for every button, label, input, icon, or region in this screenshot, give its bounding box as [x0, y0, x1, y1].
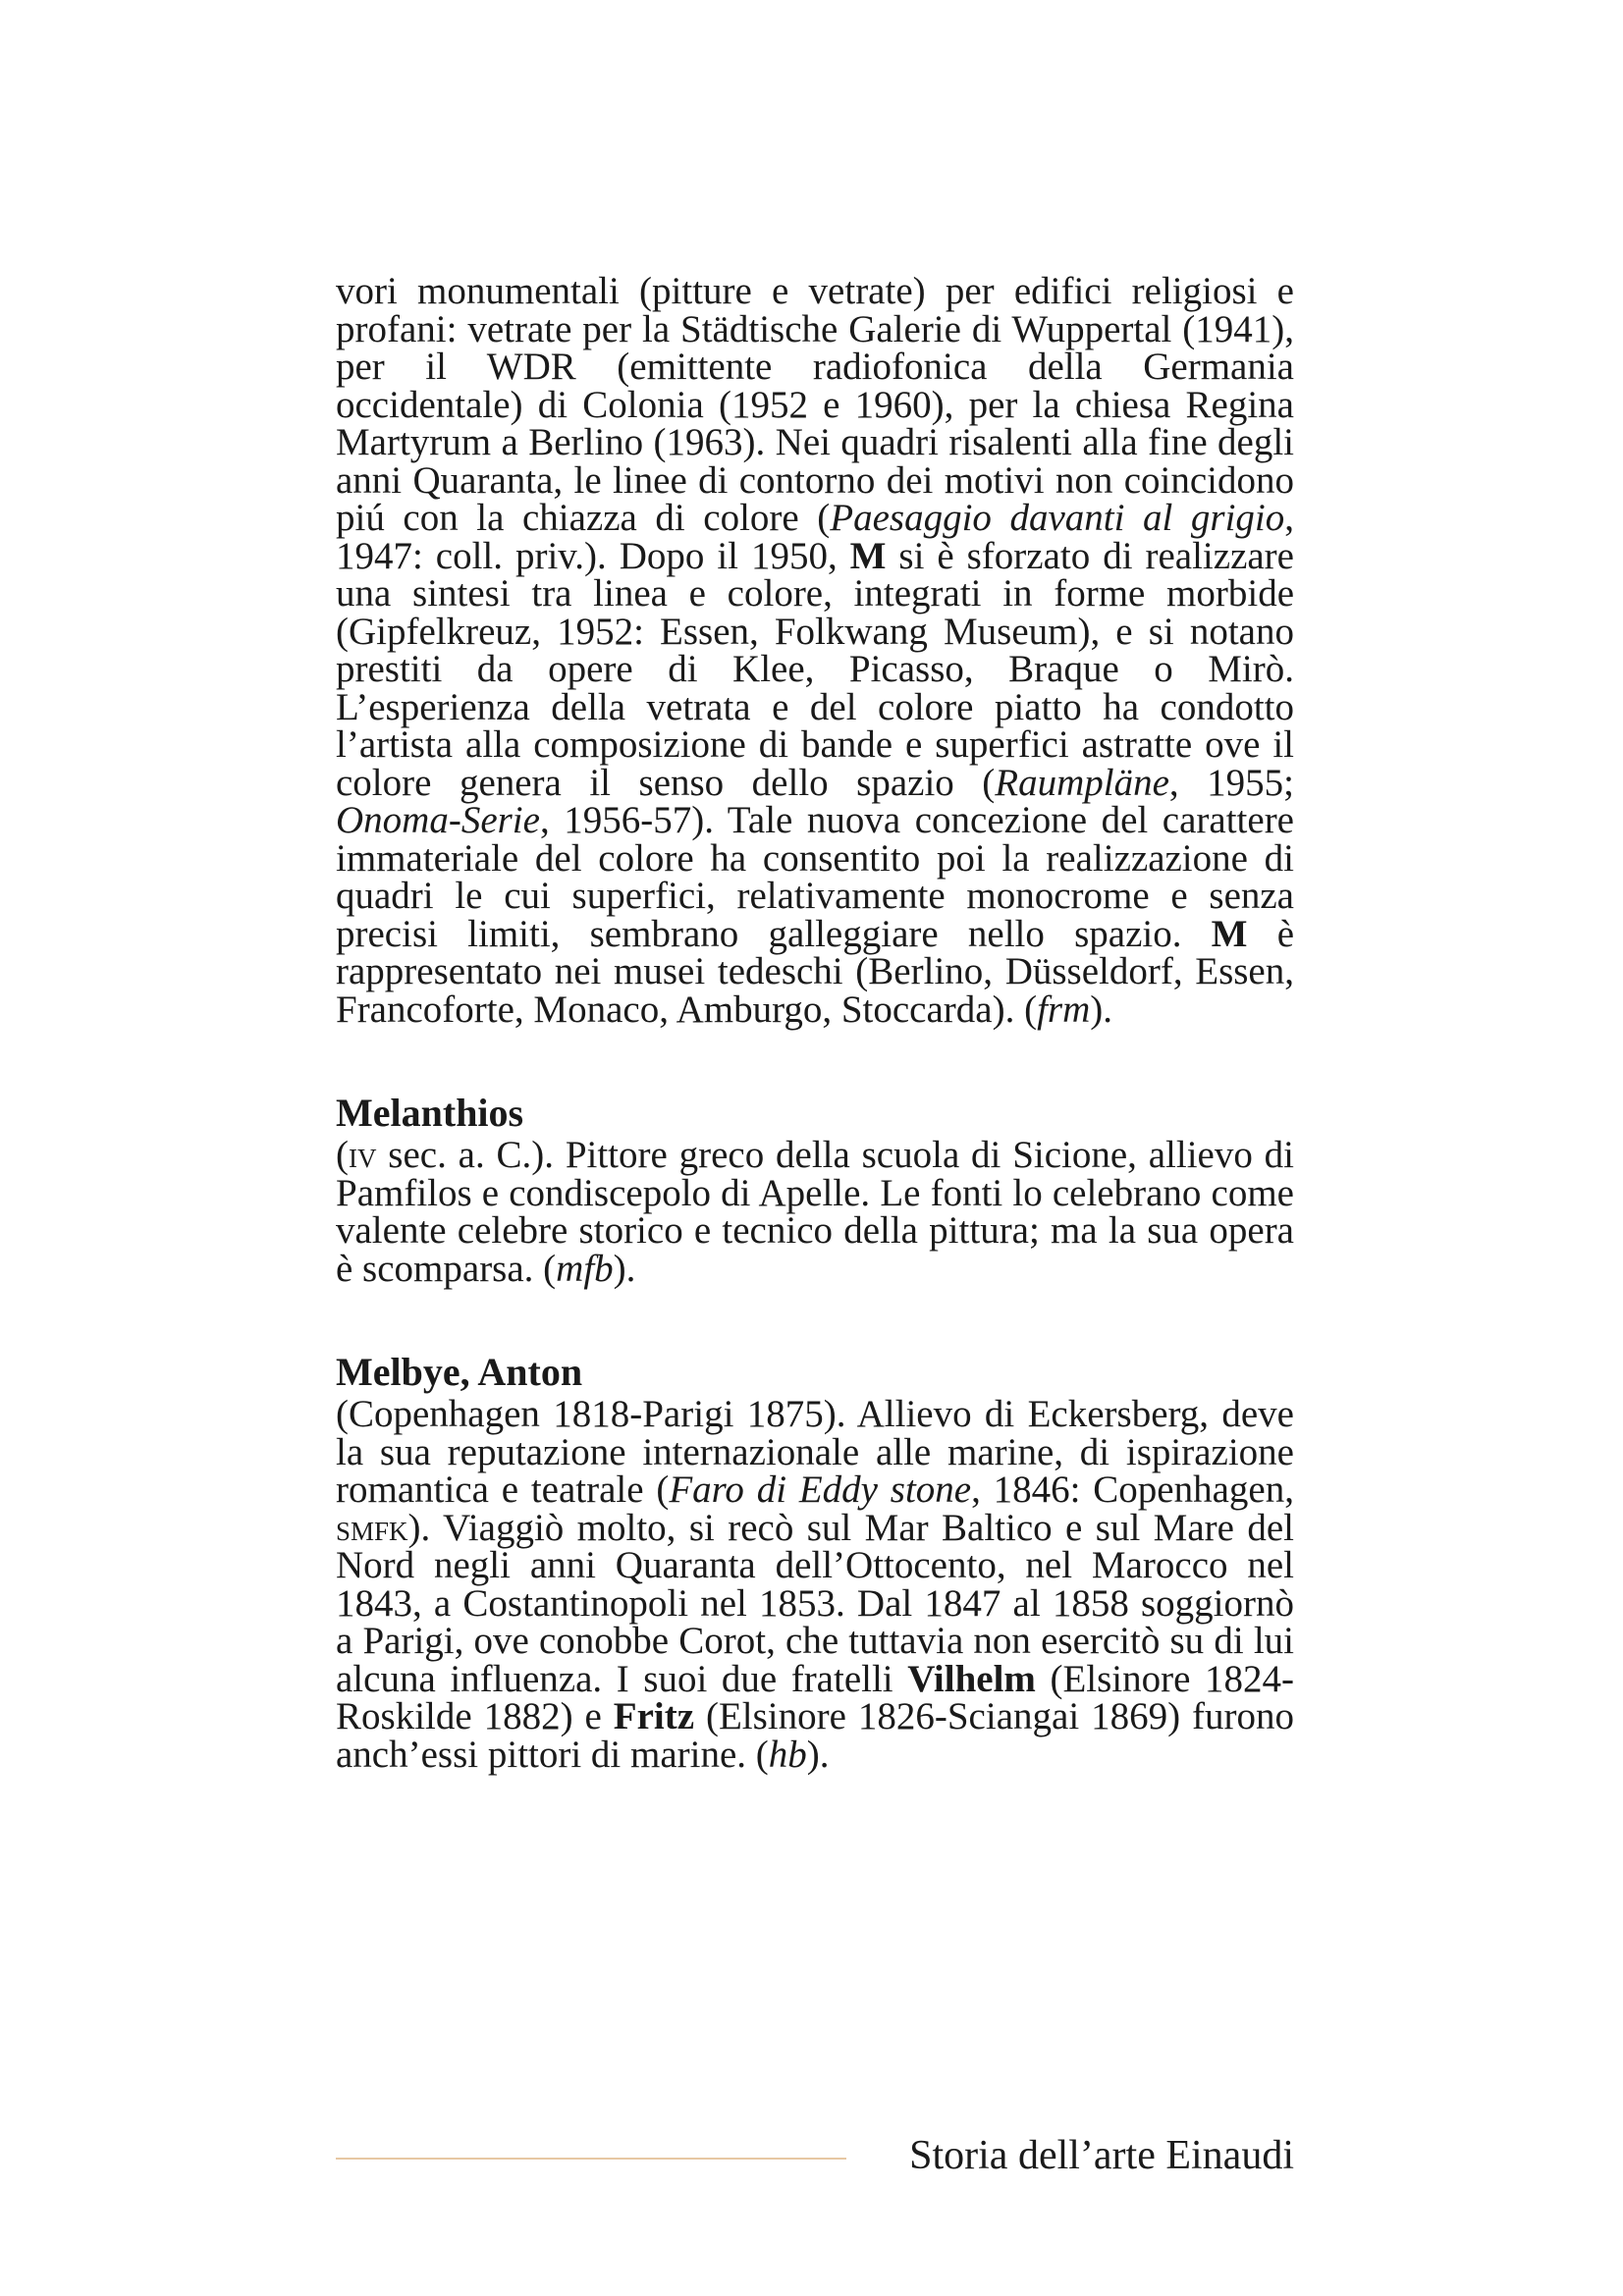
- melbye-text-4: (Elsinore 1824-Roskilde 1882) e: [336, 1657, 1294, 1737]
- melanthios-text-0: (: [336, 1134, 349, 1176]
- melanthios-text-2: ).: [613, 1247, 636, 1290]
- intro-text-1: vori monumentali (pitture e vetrate) per edifici religiosi e profani: vetrate per la Städtische Galerie di Wuppertal (1941), per il WDR (emittente radiofonica della Germania occidentale) di Colonia (1952 e 1960), per la chiesa Regina Martyrum a Berlino (1963). Nei quadri risalenti alla fine degli anni Quaranta, le linee di contorno dei motivi non coincidono piú con la chiazza di colore (: [336, 270, 1294, 539]
- related-artist-name: Vilhelm: [907, 1657, 1036, 1700]
- author-initials: mfb: [556, 1247, 614, 1290]
- intro-text-4: , 1955;: [1168, 761, 1295, 804]
- museum-abbreviation: smfk: [336, 1506, 408, 1549]
- artist-abbreviation: M: [1211, 912, 1248, 955]
- melbye-text-5: (Elsinore 1826-Sciangai 1869) furono anch’essi pittori di marine. (: [336, 1695, 1294, 1776]
- author-initials: hb: [768, 1733, 807, 1776]
- intro-text-7: ).: [1090, 988, 1113, 1031]
- artwork-title: Paesaggio davanti al grigio: [830, 497, 1285, 539]
- page-footer: [336, 2128, 1294, 2183]
- entry-melbye: [336, 1351, 1294, 1774]
- century-numeral: iv: [349, 1134, 377, 1176]
- artwork-title: Faro di Eddy stone: [669, 1468, 972, 1511]
- melbye-text-1: (Copenhagen 1818-Parigi 1875). Allievo di Eckersberg, deve la sua reputazione internazionale alle marine, di ispirazione romantica e teatrale (: [336, 1393, 1294, 1511]
- intro-text-2: , 1947: coll. priv.). Dopo il 1950,: [336, 497, 1294, 577]
- entry-heading: Melbye, Anton: [336, 1350, 583, 1394]
- author-initials: frm: [1037, 988, 1091, 1031]
- entry-body: [336, 1134, 1294, 1290]
- melanthios-text-1: sec. a. C.). Pittore greco della scuola di Sicione, allievo di Pamfilos e condiscepolo di Apelle. Le fonti lo celebrano come valente celebre storico e tecnico della pittura; ma la sua opera è scomparsa. (: [336, 1134, 1294, 1290]
- entry-heading: Melanthios: [336, 1091, 524, 1135]
- page-content: [336, 270, 1295, 1776]
- artwork-title: Raumpläne: [995, 761, 1169, 804]
- entry-body: [336, 1393, 1294, 1776]
- footer-rule: [336, 2158, 846, 2160]
- related-artist-name: Fritz: [613, 1695, 695, 1737]
- artwork-title: Onoma-Serie: [336, 799, 540, 841]
- intro-text-5: , 1956-57). Tale nuova concezione del carattere immateriale del colore ha consentito poi la realizzazione di quadri le cui superfici, relativamente monocrome e senza precisi limiti, sembrano galleggiare nello spazio.: [336, 799, 1294, 955]
- melbye-text-3: ). Viaggiò molto, si recò sul Mar Baltico e sul Mare del Nord negli anni Quaranta dell’Ottocento, nel Marocco nel 1843, a Costantinopoli nel 1853. Dal 1847 al 1858 soggiornò a Parigi, ove conobbe Corot, che tuttavia non esercitò su di lui alcuna influenza. I suoi due fratelli: [336, 1506, 1294, 1700]
- melbye-text-6: ).: [806, 1733, 830, 1776]
- intro-text-3: si è sforzato di realizzare una sintesi tra linea e colore, integrati in forme morbide (Gipfelkreuz, 1952: Essen, Folkwang Museum), e si notano prestiti da opere di Klee, Picasso, Braque o Mirò. L’esperienza della vetrata e del colore piatto ha condotto l’artista alla composizione di bande e superfici astratte ove il colore genera il senso dello spazio (: [336, 534, 1294, 804]
- melbye-text-2: , 1846: Copenhagen,: [971, 1468, 1294, 1511]
- publication-title: Storia dell’arte Einaudi: [909, 2133, 1294, 2178]
- artist-abbreviation: M: [849, 534, 887, 577]
- intro-text-6: è rappresentato nei musei tedeschi (Berlino, Düsseldorf, Essen, Francoforte, Monaco, Amburgo, Stoccarda). (: [336, 912, 1294, 1031]
- entry-melanthios: [336, 1092, 1294, 1288]
- continued-entry-text: [336, 270, 1295, 1031]
